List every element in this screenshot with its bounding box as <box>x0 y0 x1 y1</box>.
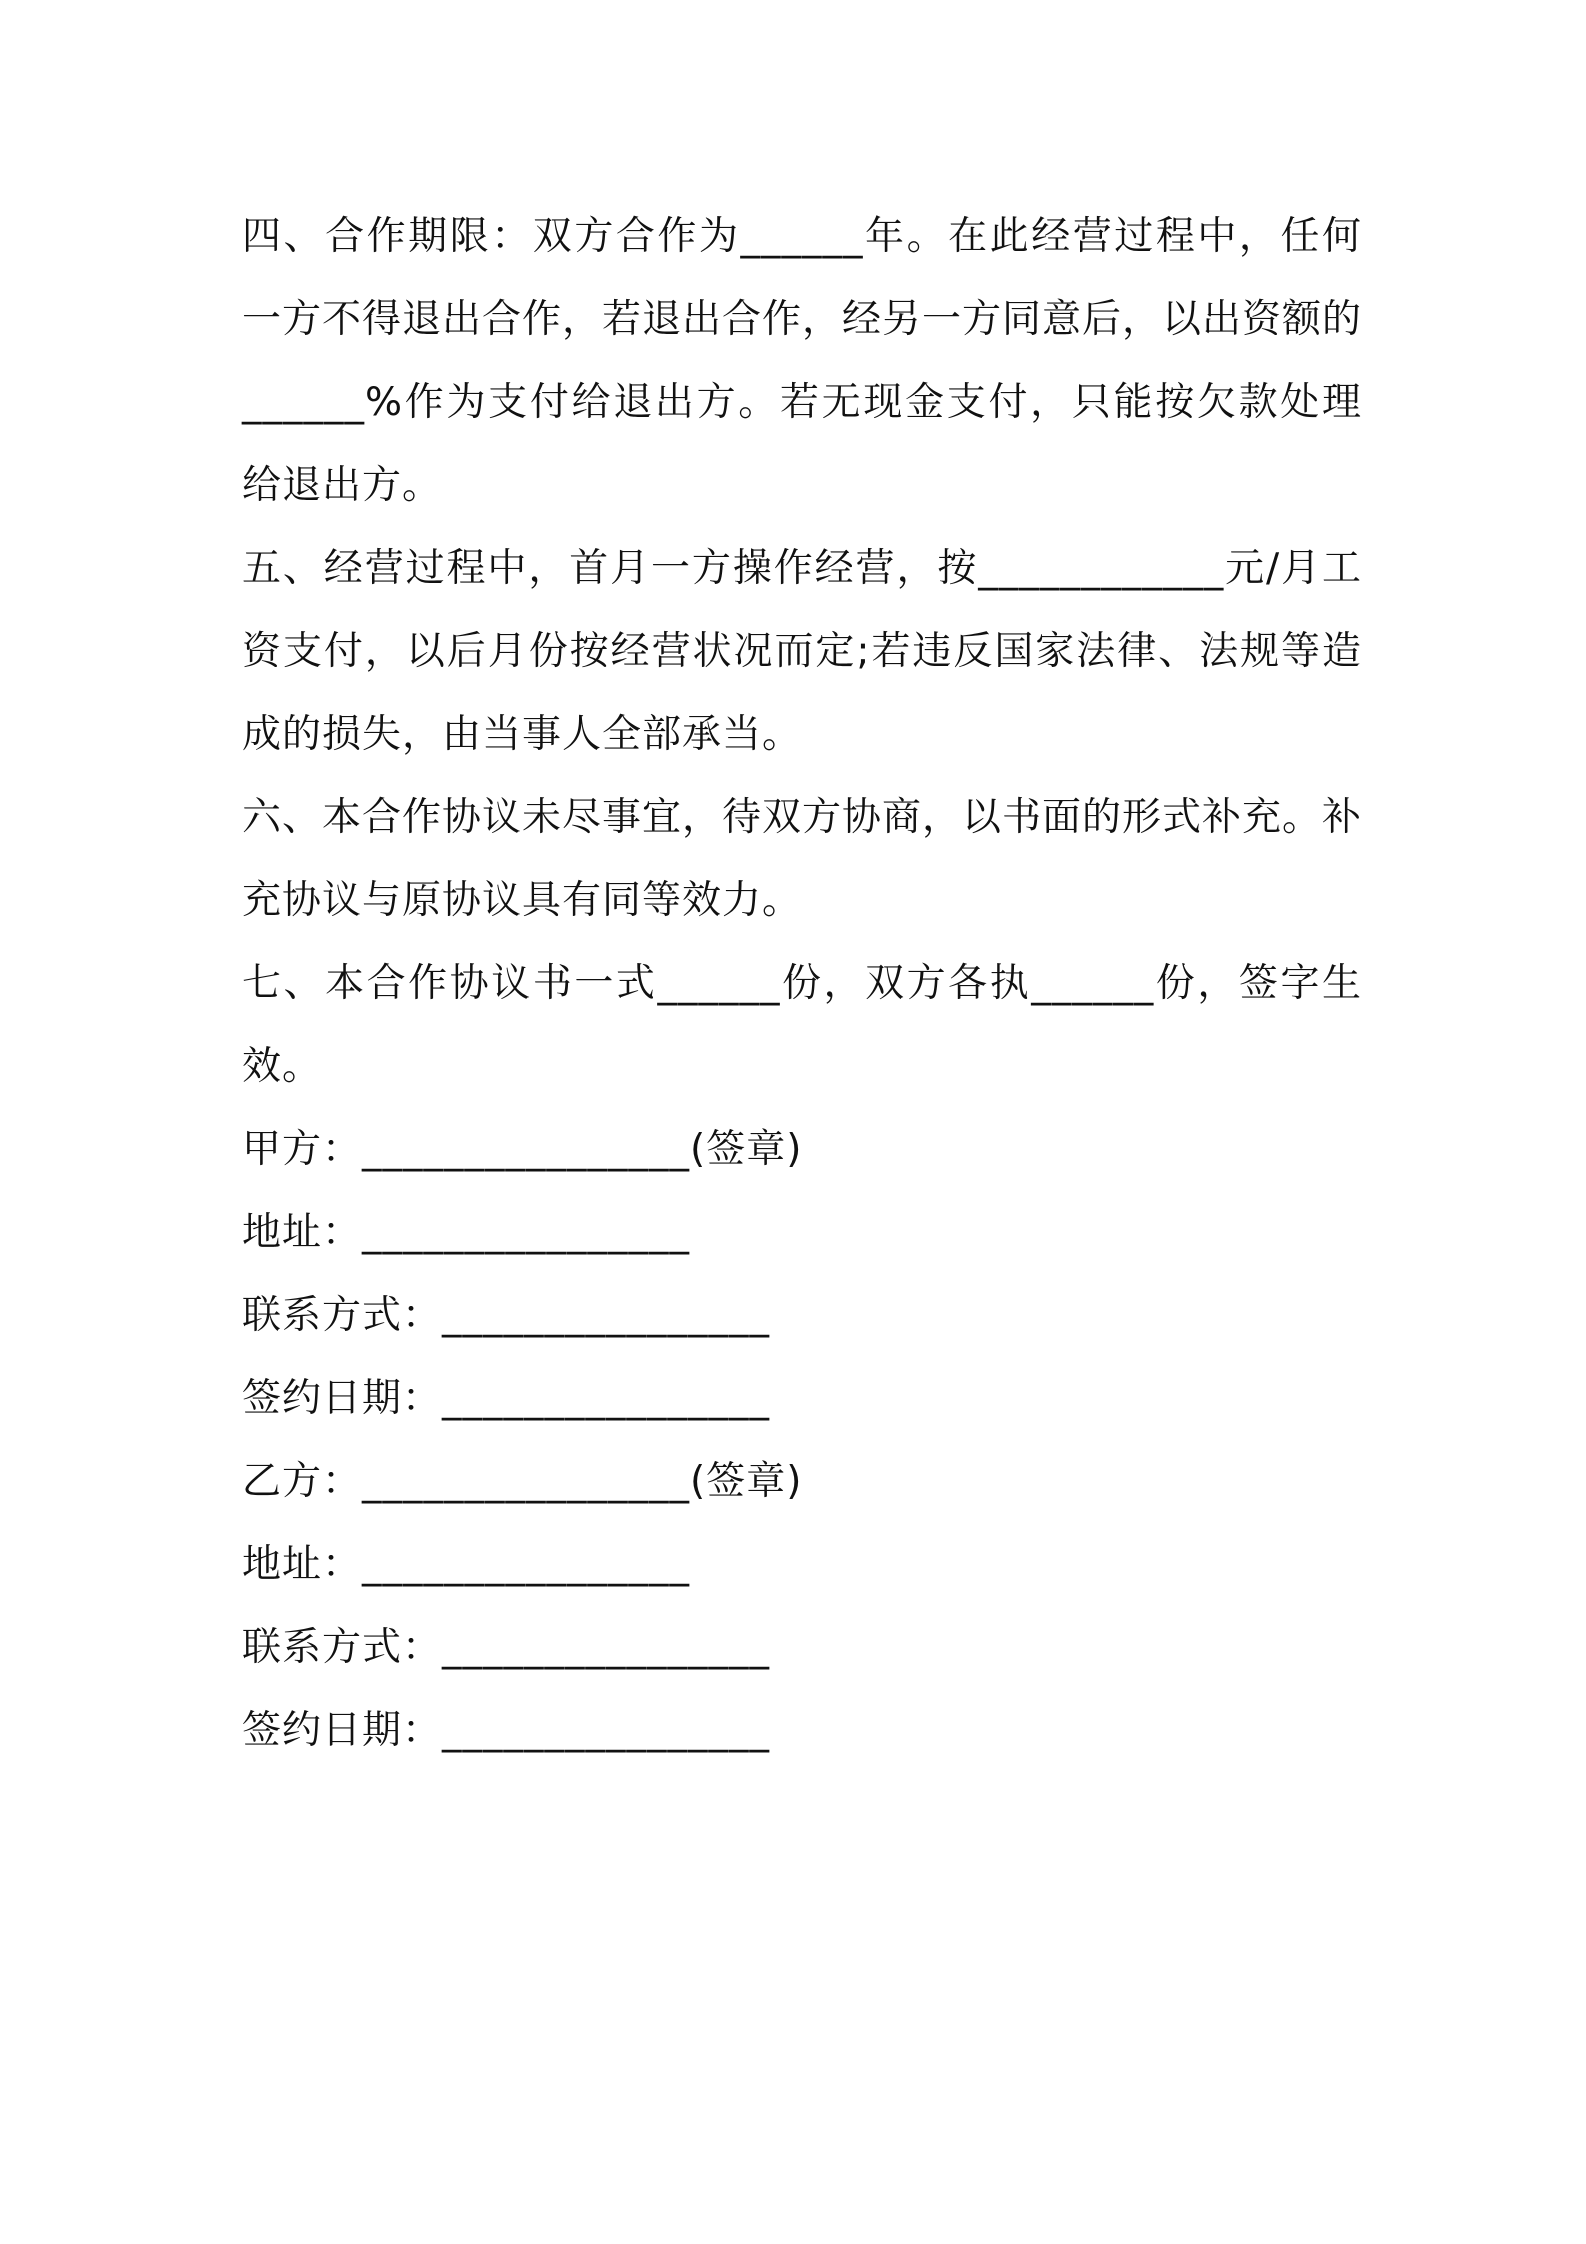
clause-5: 五、经营过程中，首月一方操作经营，按____________元/月工资支付，以后月份按经营状况而定;若违反国家法律、法规等造成的损失，由当事人全部承当。 <box>242 546 1362 757</box>
party-b-contact-line: 联系方式：________________ <box>242 1625 771 1670</box>
party-a-contact-line: 联系方式：________________ <box>242 1293 771 1338</box>
party-b-name-line: 乙方：________________(签章) <box>242 1459 803 1504</box>
clause-6: 六、本合作协议未尽事宜，待双方协商，以书面的形式补充。补充协议与原协议具有同等效力。 <box>242 795 1363 923</box>
party-a-address-line: 地址：________________ <box>242 1210 691 1255</box>
clause-7: 七、本合作协议书一式______份，双方各执______份，签字生效。 <box>242 961 1362 1089</box>
party-a-name-line: 甲方：________________(签章) <box>242 1127 803 1172</box>
document-page <box>242 195 1362 1772</box>
party-a-signature-block <box>242 1108 1362 1440</box>
party-a-date-line: 签约日期：________________ <box>242 1376 771 1421</box>
party-b-signature-block <box>242 1440 1362 1772</box>
party-b-date-line: 签约日期：________________ <box>242 1708 771 1753</box>
party-b-address-line: 地址：________________ <box>242 1542 691 1587</box>
clause-4: 四、合作期限：双方合作为______年。在此经营过程中，任何一方不得退出合作，若退出合作，经另一方同意后，以出资额的______%作为支付给退出方。若无现金支付，只能按欠款处理给退出方。 <box>242 214 1363 508</box>
